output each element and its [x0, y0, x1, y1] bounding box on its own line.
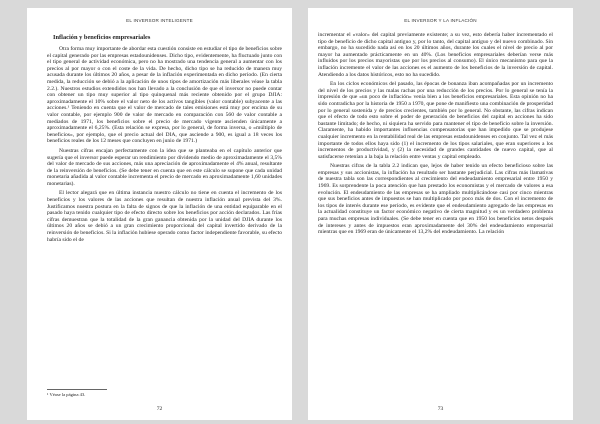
body-paragraph: Otra forma muy importante de abordar esta cuestión consiste en estudiar el tipo de beneficios sobre el capital generado por las empresas estadounidenses. Dicho tipo, evidentemente, ha fluctuado junto con el tipo general de actividad económica, pero no ha mostrado una tendencia general a aumentar con los precios al por mayor o con el coste de la vida. De hecho, dicho tipo se ha reducido de manera muy acusada durante los últimos 20 años, a pesar de la inflación experimentada en dicho período. (En cierta medida, la reducción se debió a la aplicación de unos tipos de amortización más liberales véase la tabla 2.2.). Nuestros estudios extendidos nos han llevado a la conclusión de que el inversor no puede contar con obtener un tipo muy superior al tipo quinquenal más reciente obtenido por el grupo DJIA: aproximadamente el 10% sobre el valor neto de los activos tangibles (valor contable) subyacente a las acciones.¹ Teniendo en cuenta que el valor de mercado de tales emisiones está muy por encima de su valor contable, por ejemplo 900 de valor de mercado en comparación con 560 de valor contable a mediados de 1971, los beneficios sobre el precio de mercado vigente ascienden únicamente a aproximadamente el 6,25%. (Esta relación se expresa, por lo general, de forma inversa, o «múltiplo de beneficios», por ejemplo, que el precio actual del DIA, que asciende a 900, es igual a 18 veces los beneficios reales de los 12 meses que concluyen en junio de 1971.)	[47, 46, 282, 145]
body-text	[47, 34, 282, 386]
page-number: 73	[437, 406, 444, 412]
footnote: ¹ Véase la página 43.	[47, 392, 86, 397]
left-page	[27, 8, 292, 420]
footnote-rule	[47, 389, 107, 390]
right-page	[308, 8, 573, 420]
body-text	[318, 32, 553, 386]
page-number: 72	[156, 406, 163, 412]
body-paragraph: En los ciclos económicos del pasado, las épocas de bonanza iban acompañadas por un incremento del nivel de los precios y las malas rachas por una reducción de los precios. Por lo general se tenía la impresión de que «un poco de inflación» venía bien a los beneficios empresariales. Esta opinión no ha sido contradicha por la historia de 1950 a 1970, que pone de manifiesto una combinación de prosperidad por lo general sostenida y de precios crecientes, también por lo general. No obstante, las cifras indican que el efecto de todo esto sobre el poder de generación de beneficios del capital en acciones ha sido bastante limitado; de hecho, ni siquiera ha servido para mantener el tipo de beneficio sobre la inversión. Claramente, ha habido importantes influencias compensatorias que han impedido que se produjese cualquier incremento en la rentabilidad real de las empresas estadounidenses en conjunto. Tal vez el más importante de todos ellos haya sido (1) el incremento de los tipos salariales, que eran superiores a los incrementos de productividad, y (2) la necesidad de grandes cantidades de nuevo capital, que al satisfacerse retenían a la baja la relación entre ventas y capital empleado.	[318, 81, 553, 160]
body-paragraph: Nuestras cifras encajan perfectamente con la idea que se planteaba en el capítulo anterior que sugería que el inversor puede esperar un rendimiento por dividendo medio de aproximadamente el 3,5% del valor de mercado de sus acciones, más una apreciación de aproximadamente el 4% anual, resultante de la reinversión de beneficios. (Se debe tener en cuenta que en este cálculo se supone que cada unidad monetaria añadida al valor contable incrementa el precio de mercado en aproximadamente 1,60 unidades monetarias).	[47, 147, 282, 187]
paragraphs	[47, 46, 282, 243]
body-paragraph: incrementar el «valor» del capital previamente existente; a su vez, esto debería haber incrementado el tipo de beneficio de dicho capital antiguo y, por lo tanto, del capital antiguo y del nuevo combinado. Sin embargo, no ha sucedido nada así en los 20 últimos años, durante los cuales el nivel de precio al por mayor ha aumentado prácticamente en un 40%. (Los beneficios empresariales deberían verse más influidos por los precios mayoristas que por los precios al consumo). El único mecanismo para que la inflación incremente el valor de las acciones es el aumento de los beneficios de la inversión de capital. Atendiendo a los datos históricos, esto no ha sucedido.	[318, 32, 553, 78]
running-header: EL INVERSOR Y LA INFLACIÓN	[404, 18, 477, 23]
paragraphs	[318, 32, 553, 236]
running-header: EL INVERSOR INTELIGENTE	[126, 18, 193, 23]
body-paragraph: Nuestras cifras de la tabla 2.2 indican que, lejos de haber tenido un efecto beneficioso sobre las empresas y sus accionistas, la inflación ha resultado ser bastante perjudicial. Las cifras más llamativas de nuestra tabla son las correspondientes al crecimiento del endeudamiento empresarial entre 1950 y 1969. Es sorprendente la poca atención que han prestado los economistas y el mercado de valores a esa evolución. El endeudamiento de las empresas se ha ampliado multiplicándose casi por cinco mientras que sus beneficios antes de impuestos se han multiplicado por poco más de dos. Con el incremento de los tipos de interés durante ese período, es evidente que el endeudamiento agregado de las empresas en la actualidad constituye un factor económico negativo de cierta magnitud y es un verdadero problema para muchas empresas individuales. (Se debe tener en cuenta que en 1950 los beneficios netos después de intereses y antes de impuestos eran aproximadamente del 30% del endeudamiento empresarial mientras que en 1969 eran de únicamente el 13,2% del endeudamiento. La relación	[318, 163, 553, 236]
body-paragraph: El lector alegará que en última instancia nuestro cálculo no tiene en cuenta el incremento de los beneficios y los valores de las acciones que resultan de nuestra inflación anual prevista del 3%. Justificamos nuestra postura en la falta de signos de que la inflación de una entidad equiparable en el pasado haya tenido cualquier tipo de efecto directo sobre los beneficios por acción declarados. Las frías cifras demuestran que la totalidad de la gran ganancia obtenida por la unidad del DJIA durante los últimos 20 años se debió a un gran crecimiento proporcional del capital invertido derivado de la reinversión de beneficios. Si la inflación hubiese operado como factor independiente favorable, su efecto habría sido el de	[47, 190, 282, 243]
section-heading: Inflación y beneficios empresariales	[53, 34, 151, 41]
